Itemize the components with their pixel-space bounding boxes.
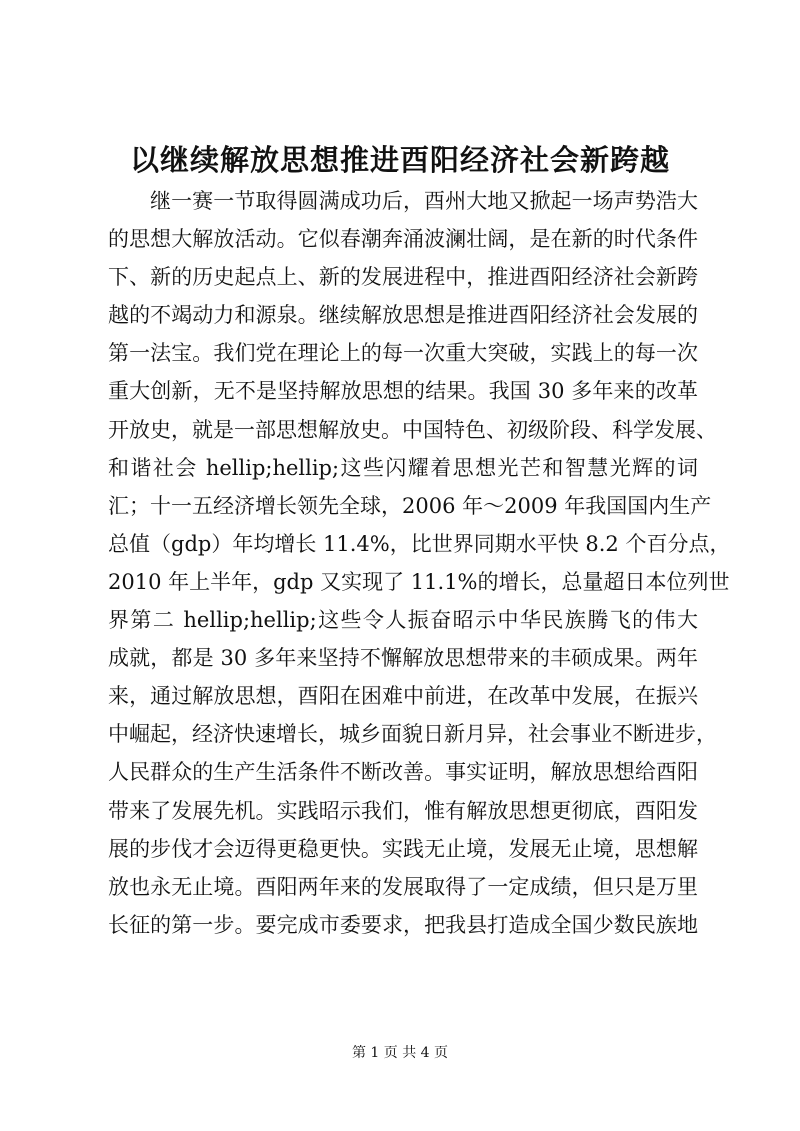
text-line: 总值（gdp）年均增长 11.4%，比世界同期水平快 8.2 个百分点，	[108, 531, 731, 556]
text-line: 继一赛一节取得圆满成功后，酉州大地又掀起一场声势浩大	[150, 189, 698, 213]
text-line: 放也永无止境。酉阳两年来的发展取得了一定成绩，但只是万里	[108, 874, 698, 899]
text-line: 带来了发展先机。实践昭示我们，惟有解放思想更彻底，酉阳发	[108, 798, 698, 823]
text-line: 展的步伐才会迈得更稳更快。实践无止境，发展无止境，思想解	[108, 836, 698, 861]
text-line: 来，通过解放思想，酉阳在困难中前进，在改革中发展，在振兴	[108, 684, 698, 709]
page-number-footer: 第 1 页 共 4 页	[351, 1045, 449, 1061]
text-line: 越的不竭动力和源泉。继续解放思想是推进酉阳经济社会发展的	[108, 303, 698, 328]
text-line: 2010 年上半年，gdp 又实现了 11.1%的增长，总量超日本位列世	[108, 569, 730, 594]
text-line: 开放史，就是一部思想解放史。中国特色、初级阶段、科学发展、	[108, 417, 717, 442]
text-line: 的思想大解放活动。它似春潮奔涌波澜壮阔，是在新的时代条件	[108, 227, 698, 252]
document-title: 以继续解放思想推进酉阳经济社会新跨越	[129, 143, 670, 177]
text-line: 界第二 hellip;hellip;这些令人振奋昭示中华民族腾飞的伟大	[108, 608, 698, 633]
text-line: 重大创新，无不是坚持解放思想的结果。我国 30 多年来的改革	[108, 379, 698, 404]
text-line: 人民群众的生产生活条件不断改善。事实证明，解放思想给酉阳	[108, 760, 698, 785]
text-line: 中崛起，经济快速增长，城乡面貌日新月异，社会事业不断进步，	[108, 722, 717, 747]
text-line: 第一法宝。我们党在理论上的每一次重大突破，实践上的每一次	[108, 341, 698, 366]
text-line: 成就，都是 30 多年来坚持不懈解放思想带来的丰硕成果。两年	[108, 646, 698, 671]
text-line: 下、新的历史起点上、新的发展进程中，推进酉阳经济社会新跨	[108, 265, 698, 290]
text-line: 和谐社会 hellip;hellip;这些闪耀着思想光芒和智慧光辉的词	[108, 455, 698, 480]
body-paragraph	[108, 182, 731, 944]
text-line: 长征的第一步。要完成市委要求，把我县打造成全国少数民族地	[108, 912, 698, 937]
text-line: 汇；十一五经济增长领先全球，2006 年～2009 年我国国内生产	[108, 493, 712, 518]
